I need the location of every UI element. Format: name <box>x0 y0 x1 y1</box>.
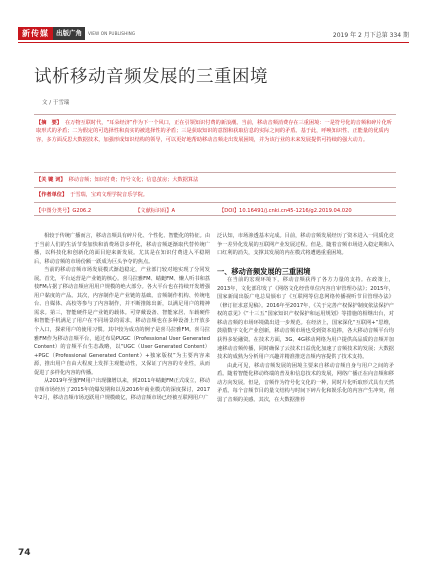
classification-row <box>36 207 396 214</box>
section-heading: 一、移动音频发展的三重困境 <box>217 266 311 276</box>
affiliation-label: 【作者单位】 <box>36 192 68 198</box>
article-title: 试析移动音频发展的三重困境 <box>34 67 268 87</box>
clc-number: 【中图分类号】G206.2 <box>36 208 92 214</box>
author-affiliation <box>36 191 148 198</box>
body-paragraph: 从2019年至蜜FM用户出现骤增以来，到2011年蜻蜓FM正式成立，移动音频市场经历了2015年的爆发期和以及2016年商业模式的深度探讨，2017年2月，移动音频市场迈跃用户规模破亿，移动音频市场已经被互联网用户广 <box>34 378 210 402</box>
logo-column-name: 新传媒 <box>18 27 53 40</box>
document-code: 【文献标识码】A <box>135 208 176 214</box>
body-paragraph: 当前的移动音频市场发展模式渐趋稳定，产业部门较对地实现了分同发展。首先，平台运营是产业链的核心。喜马拉雅FM、蜻蜓FM、懒人听书和荔枝FM占据了移动音频应用用户规模的绝大部分。各大平台也在持续开发增强用户黏度的产品。其次，内容制作是产业链的基础。音频制作机构、传统电台、自媒体、高校等参与了内容制作，并不断推陈出新，以满足用户的精神需求。第三，智能硬件是产业链的载体。可穿戴设备、智能家居、车载硬件和智能手机满足了用户在不同场景的需求，移动音频也在多种设备上开放多个入口，探索用户的使用习惯。其中较为成功的例子是喜马拉雅FM。喜马拉雅FM作为移动音频平台，通过布局PUGC（Professional User Generated Content）的音频平台生态战略，以“UGC（User Generated Content）+PGC（Professional Generated Content）+独家版权”为主要内容来源，推出用户自由大程度上发挥主观能动性，又保证了内容的专业性，从而促进了多样化内容的传播。 <box>34 267 210 376</box>
abstract-text: 在万物互联时代，“耳朵经济”作为下一个风口，正在引领知识付费的新浪潮。当前，移动音频消费存在三重困境：一是符号化的音频和碎片化听取形式的矛盾；二为假定的可选择性和真实的被选择性的矛盾；三是获取知识的意图和获取信息的实际之间的矛盾。基于此，呼唤知识性、正能量的优质内容，多方面反思大数据技术，加强形成知识结构的领导，可以更好地帮助移动音频走出发展困境，并为该行业的未来发展提供可持续的强大动力。 <box>36 120 392 143</box>
abstract-bottom-rule <box>34 215 396 216</box>
body-paragraph: 泛认知，市场渗透基本完成。目前，移动音频发展经历了资本进入一同质化竞争一差异化发展的互联网产业发展过程。但是，随着音频市场进入稳定期和入口红利的消失，支撑其发展的内在模式将遭遇重重困境。 <box>217 233 394 257</box>
abstract-top-rule <box>34 114 396 115</box>
logo-journal-name: 出版广角 <box>53 27 85 40</box>
abstract <box>36 119 394 144</box>
journal-logo <box>18 27 135 40</box>
keywords-divider <box>34 187 396 188</box>
logo-subtitle: VIEW ON PUBLISHING <box>88 31 136 36</box>
affiliation-divider <box>34 202 396 203</box>
abstract-label: 【摘 要】 <box>36 120 62 126</box>
affiliation-text: 于雪瑞，宝鸡文理学院音乐学院。 <box>70 192 148 198</box>
abstract-divider <box>34 172 396 173</box>
article-author: 文 / 于雪瑞 <box>42 100 70 106</box>
body-paragraph: 由此可见，移动音频发展的困境主要来自移动音频自身与用户之间的矛盾。随着智能化移动终端的普及和信息技术的发展，网络广播正在向音频和移动方向发展。但是，音频作为符号化文化的一种，同时片化听取形式具有天然矛盾。每个音频节目的量文结构与时间下碎片化和娱乐化的内容产生冲突，削弱了音频的美感。其次，在大数据推荐 <box>217 362 394 403</box>
page-header <box>0 0 427 46</box>
page-number: 74 <box>18 548 31 558</box>
issue-info: 2019 年 2 月下总第 334 期 <box>332 32 409 39</box>
keywords-text: 移动音频；知识付费；符号文化；信息茧房；大数据算法 <box>68 177 199 183</box>
abstract-box <box>34 114 396 215</box>
body-left-column <box>34 232 210 403</box>
body-paragraph: 在当前的宏观环境下，移动音频获得了各方力量的支持。在政策上，2013年，文化部印发了《网络文化经营单位内容自审管理办法》；2015年，国家新闻出版广电总局颁布了《互联网等信息网络传播视听节目管理办法》（修订征求意见稿）。2016年至2017年，《关于完善产权保护制度依法保护产权的意见》《“十三五”国家知识产权保护和运用规划》等措施的相继出台，对移动音频的市场环境做出进一步规范。在经济上，国家深化“互联网+”思维，鼓励数字文化产业创新，移动音频市场也受到资本追捧，各大移动音频平台均获得多轮融资。在技术方面，3G、4G移动网络为用户提供高品质的音频并加速移动音频传播，同时确保了云技术日益优化加速了音频技术的发展；大数据技术的成熟为分析用户兴趣并精准推送音频内容提供了技术支持。 <box>217 277 394 361</box>
header-divider <box>18 42 409 43</box>
keywords-label: 【关 键 词】 <box>36 177 66 183</box>
body-paragraph: 相较于传统广播而言，移动音频具有碎片化、个性化、智能化的特征。由于当前人们的生活节奏加快和消费场景多样化，移动音频逐渐取代替传统广播，以科技化和创新化的面目迎来新发展。尤其是在知识付费进入平稳期后，移动音频的市场份额一跃成为巨头争夺的焦点。 <box>34 233 211 265</box>
keywords <box>36 176 198 183</box>
body-right-column <box>217 232 394 404</box>
doi: 【DOI】10.16491/j.cnki.cn45-1216/g2.2019.04.020 <box>219 208 352 214</box>
